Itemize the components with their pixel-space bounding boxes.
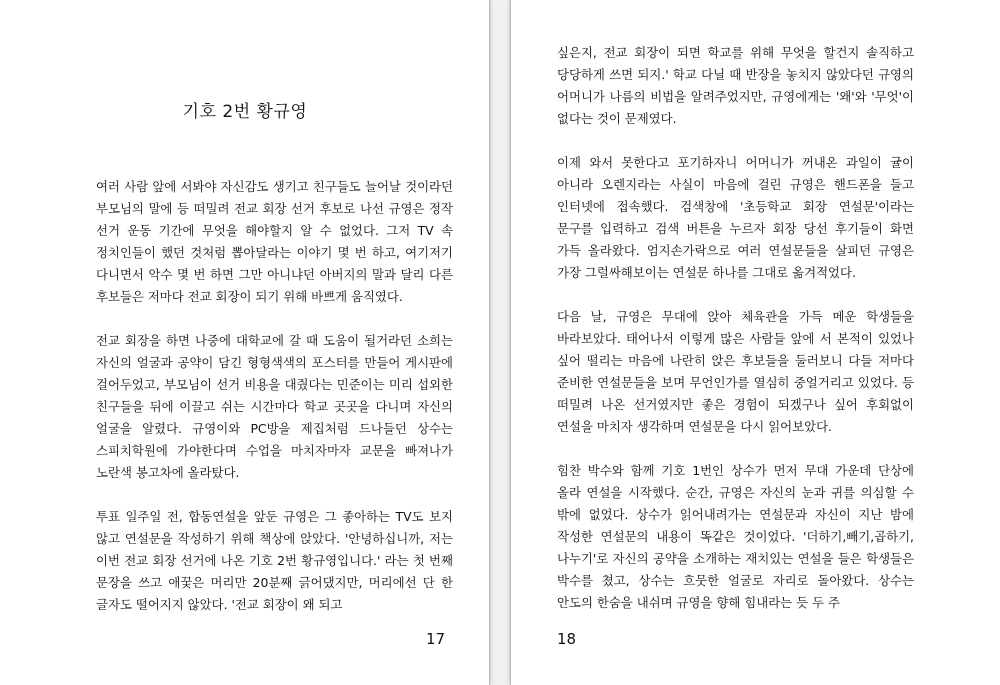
right-page bbox=[510, 0, 1000, 685]
chapter-title: 기호 2번 황규영 bbox=[182, 102, 308, 122]
paragraph: 투표 일주일 전, 합동연설을 앞둔 규영은 그 좋아하는 TV도 보지 않고 연설문을 작성하기 위해 책상에 앉았다. '안녕하십니까, 저는 이번 전교 회장 선거에 나온 기호 2번 황규영입니다.' 라는 첫 번째 문장을 쓰고 애꿎은 머리만 20분째 긁어댔지만, 머리에선 단 한 글자도 떨어지지 않았다. '전교 회장이 왜 되고 bbox=[96, 509, 453, 612]
page-number: 17 bbox=[426, 630, 446, 648]
paragraph: 이제 와서 못한다고 포기하자니 어머니가 꺼내온 과일이 귤이 아니라 오렌지라는 사실이 마음에 걸린 규영은 핸드폰을 들고 인터넷에 접속했다. 검색창에 '초등학교 회장 연설문'이라는 문구를 입력하고 검색 버튼을 누르자 회장 당선 후기들이 화면 가득 올라왔다. 엄지손가락으로 여러 연설문들을 살피던 규영은 가장 그럴싸해보이는 연설문 하나를 그대로 옮겨적었다. bbox=[557, 155, 914, 280]
paragraph: 전교 회장을 하면 나중에 대학교에 갈 때 도움이 될거라던 소희는 자신의 얼굴과 공약이 담긴 형형색색의 포스터를 만들어 게시판에 걸어두었고, 부모님이 선거 비용을 대줬다는 민준이는 미리 섭외한 친구들을 뒤에 이끌고 쉬는 시간마다 학교 곳곳을 다니며 자신의 얼굴을 알렸다. 규영이와 PC방을 제집처럼 드나들던 상수는 스피치학원에 가야한다며 수업을 마치자마자 교문을 빠져나가 노란색 봉고차에 올라탔다. bbox=[96, 333, 453, 480]
paragraph: 여러 사람 앞에 서봐야 자신감도 생기고 친구들도 늘어날 것이라던 부모님의 말에 등 떠밀려 전교 회장 선거 후보로 나선 규영은 정작 선거 운동 기간에 무엇을 해야할지 알 수 없었다. 그저 TV 속 정치인들이 했던 것처럼 뽑아달라는 이야기 몇 번 하고, 여기저기 다니면서 악수 몇 번 하면 그만 아니냐던 아버지의 말과 달리 다른 후보들은 저마다 전교 회장이 되기 위해 바쁘게 움직였다. bbox=[96, 179, 453, 304]
left-page-body bbox=[96, 176, 453, 638]
paragraph: 싶은지, 전교 회장이 되면 학교를 위해 무엇을 할건지 솔직하고 당당하게 쓰면 되지.' 학교 다닐 때 반장을 놓치지 않았다던 규영의 어머니가 나름의 비법을 알려주었지만, 규영에게는 '왜'와 '무엇'이 없다는 것이 문제였다. bbox=[557, 45, 914, 126]
paragraph: 힘찬 박수와 함께 기호 1번인 상수가 먼저 무대 가운데 단상에 올라 연설을 시작했다. 순간, 규영은 자신의 눈과 귀를 의심할 수 밖에 없었다. 상수가 읽어내려가는 연설문과 자신이 지난 밤에 작성한 연설문의 내용이 똑같은 것이었다. '더하기,빼기,곱하기,나누기'로 자신의 공약을 소개하는 재치있는 연설을 들은 학생들은 박수를 쳤고, 상수는 흐뭇한 얼굴로 자리로 돌아왔다. 상수는 안도의 한숨을 내쉬며 규영을 향해 힘내라는 듯 두 주 bbox=[557, 463, 914, 610]
left-page bbox=[0, 0, 490, 685]
page-number: 18 bbox=[557, 630, 577, 648]
right-page-body bbox=[557, 42, 914, 636]
paragraph: 다음 날, 규영은 무대에 앉아 체육관을 가득 메운 학생들을 바라보았다. 태어나서 이렇게 많은 사람들 앞에 서 본적이 있었나 싶어 떨리는 마음에 나란히 앉은 후보들을 둘러보니 다들 저마다 준비한 연설문들을 보며 무언인가를 열심히 중얼거리고 있었다. 등 떠밀려 나온 선거였지만 좋은 경험이 되겠구나 싶어 후회없이 연설을 마치자 생각하며 연설문을 다시 읽어보았다. bbox=[557, 309, 914, 434]
